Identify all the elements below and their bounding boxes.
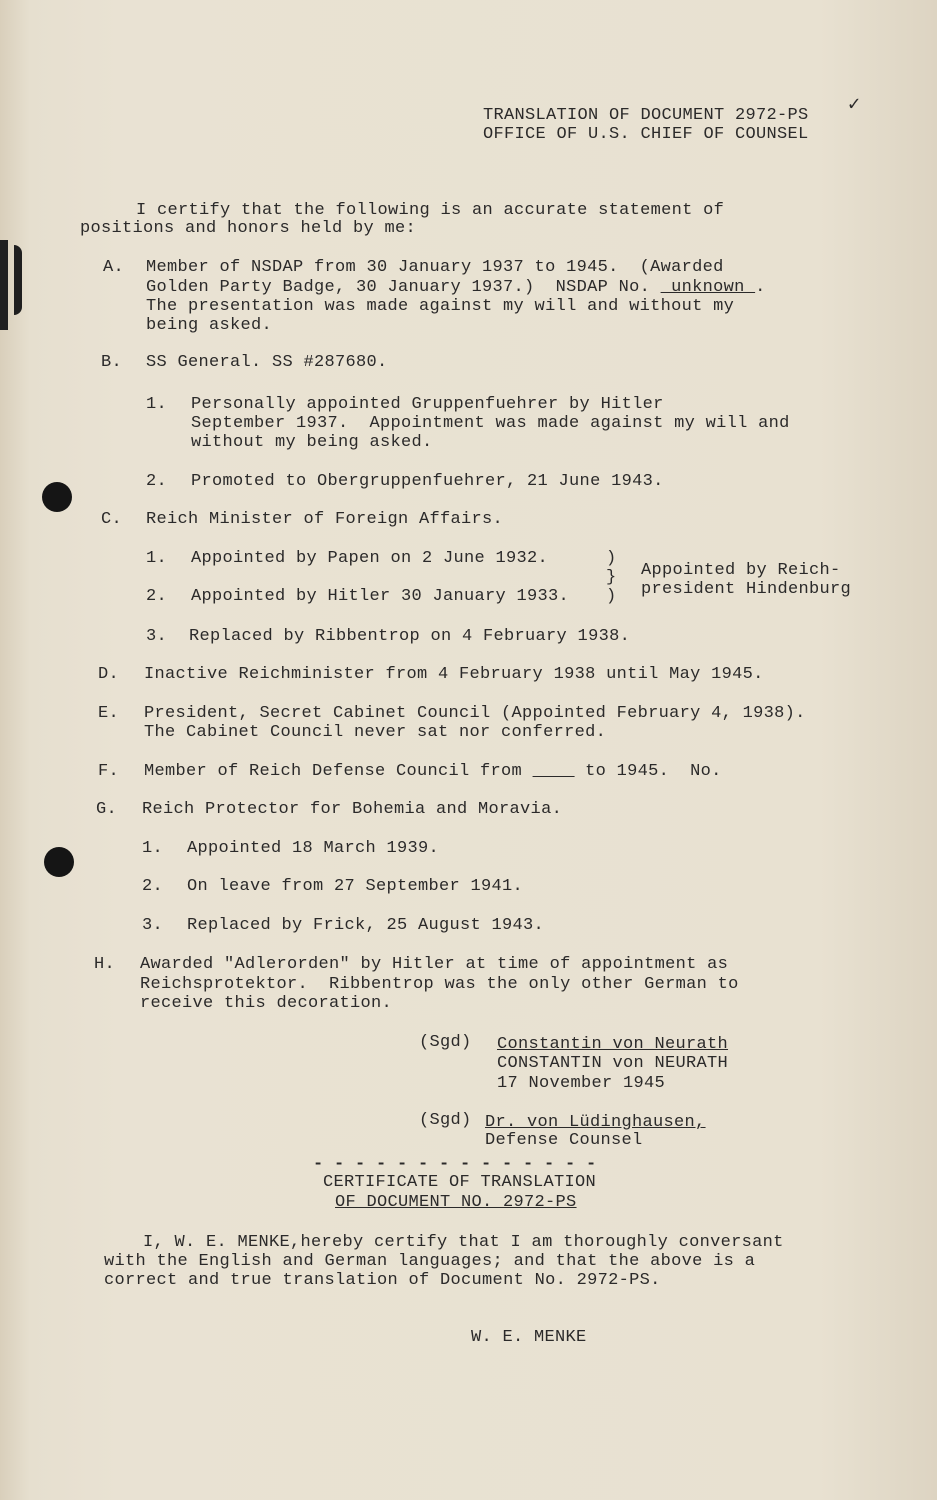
signature-1-name: Constantin von Neurath [497, 1035, 729, 1054]
item-a-line-1: Member of NSDAP from 30 January 1937 to 1945. (Awarded [146, 258, 724, 277]
header-line-2: OFFICE OF U.S. CHIEF OF COUNSEL [483, 125, 809, 144]
binding-mark [0, 240, 8, 330]
item-f-text: Member of Reich Defense Council from to 1945. No. [144, 762, 722, 781]
item-d-letter: D. [98, 665, 120, 684]
binding-mark [14, 245, 22, 315]
item-b-sub1-num: 1. [146, 395, 168, 414]
item-b-sub1-line-1: Personally appointed Gruppenfuehrer by Hitler [191, 395, 664, 414]
item-g-letter: G. [96, 800, 118, 819]
item-c-sub3-num: 3. [146, 627, 168, 646]
brace-mark: ) [606, 587, 617, 606]
item-g-sub3-num: 3. [142, 916, 164, 935]
certificate-line-2: with the English and German languages; and that the above is a [104, 1252, 756, 1271]
punch-hole [42, 482, 72, 512]
signature-2-name: Dr. von Lüdinghausen, [485, 1113, 706, 1132]
item-g-sub2-text: On leave from 27 September 1941. [187, 877, 524, 896]
item-a-line-2: Golden Party Badge, 30 January 1937.) NSDAP No. unknown . [146, 278, 766, 297]
item-g-sub3-text: Replaced by Frick, 25 August 1943. [187, 916, 545, 935]
signature-1-sgd: (Sgd) [419, 1033, 472, 1052]
item-h-line-3: receive this decoration. [140, 994, 393, 1013]
signature-2-role: Defense Counsel [485, 1131, 643, 1150]
item-c-title: Reich Minister of Foreign Affairs. [146, 510, 504, 529]
item-a-line-4: being asked. [146, 316, 273, 335]
intro-line-2: positions and honors held by me: [80, 219, 417, 238]
item-b-title: SS General. SS #287680. [146, 353, 388, 372]
item-c-sub2-num: 2. [146, 587, 168, 606]
item-a-letter: A. [103, 258, 125, 277]
brace-mark: } [606, 568, 617, 587]
item-a-line-3: The presentation was made against my will and without my [146, 297, 735, 316]
item-d-text: Inactive Reichminister from 4 February 1938 until May 1945. [144, 665, 764, 684]
item-e-line-1: President, Secret Cabinet Council (Appointed February 4, 1938). [144, 704, 806, 723]
item-b-sub1-line-2: September 1937. Appointment was made against my will and [191, 414, 790, 433]
item-b-sub1-line-3: without my being asked. [191, 433, 433, 452]
certificate-title-2: OF DOCUMENT NO. 2972-PS [335, 1193, 577, 1212]
check-mark-icon: ✓ [848, 94, 861, 117]
item-c-brace-note-1: Appointed by Reich- [641, 561, 841, 580]
intro-line-1: I certify that the following is an accurate statement of [136, 201, 725, 220]
item-g-title: Reich Protector for Bohemia and Moravia. [142, 800, 563, 819]
certificate-divider: - - - - - - - - - - - - - - [313, 1155, 597, 1174]
item-c-brace-note-2: president Hindenburg [641, 580, 852, 599]
signature-1-date: 17 November 1945 [497, 1074, 666, 1093]
item-g-sub1-num: 1. [142, 839, 164, 858]
item-e-line-2: The Cabinet Council never sat nor conferred. [144, 723, 607, 742]
item-c-sub2-text: Appointed by Hitler 30 January 1933. [191, 587, 570, 606]
item-b-letter: B. [101, 353, 123, 372]
item-h-line-2: Reichsprotektor. Ribbentrop was the only other German to [140, 975, 739, 994]
certificate-title-1: CERTIFICATE OF TRANSLATION [323, 1173, 597, 1192]
item-h-letter: H. [94, 955, 116, 974]
item-f-letter: F. [98, 762, 120, 781]
certificate-line-1: I, W. E. MENKE,hereby certify that I am thoroughly conversant [143, 1233, 784, 1252]
certificate-line-3: correct and true translation of Document No. 2972-PS. [104, 1271, 661, 1290]
item-b-sub2-num: 2. [146, 472, 168, 491]
item-h-line-1: Awarded "Adlerorden" by Hitler at time of appointment as [140, 955, 729, 974]
brace-mark: ) [606, 549, 617, 568]
item-e-letter: E. [98, 704, 120, 723]
item-c-sub1-num: 1. [146, 549, 168, 568]
certificate-signer: W. E. MENKE [471, 1328, 587, 1347]
item-c-sub1-text: Appointed by Papen on 2 June 1932. [191, 549, 549, 568]
nsdap-number: unknown [660, 278, 756, 297]
punch-hole [44, 847, 74, 877]
header-line-1: TRANSLATION OF DOCUMENT 2972-PS [483, 106, 809, 125]
item-c-sub3-text: Replaced by Ribbentrop on 4 February 1938. [189, 627, 631, 646]
signature-1-typed: CONSTANTIN von NEURATH [497, 1054, 729, 1073]
item-g-sub1-text: Appointed 18 March 1939. [187, 839, 440, 858]
item-c-letter: C. [101, 510, 123, 529]
item-g-sub2-num: 2. [142, 877, 164, 896]
blank-field [533, 762, 575, 781]
item-b-sub2-text: Promoted to Obergruppenfuehrer, 21 June 1943. [191, 472, 664, 491]
signature-2-sgd: (Sgd) [419, 1111, 472, 1130]
